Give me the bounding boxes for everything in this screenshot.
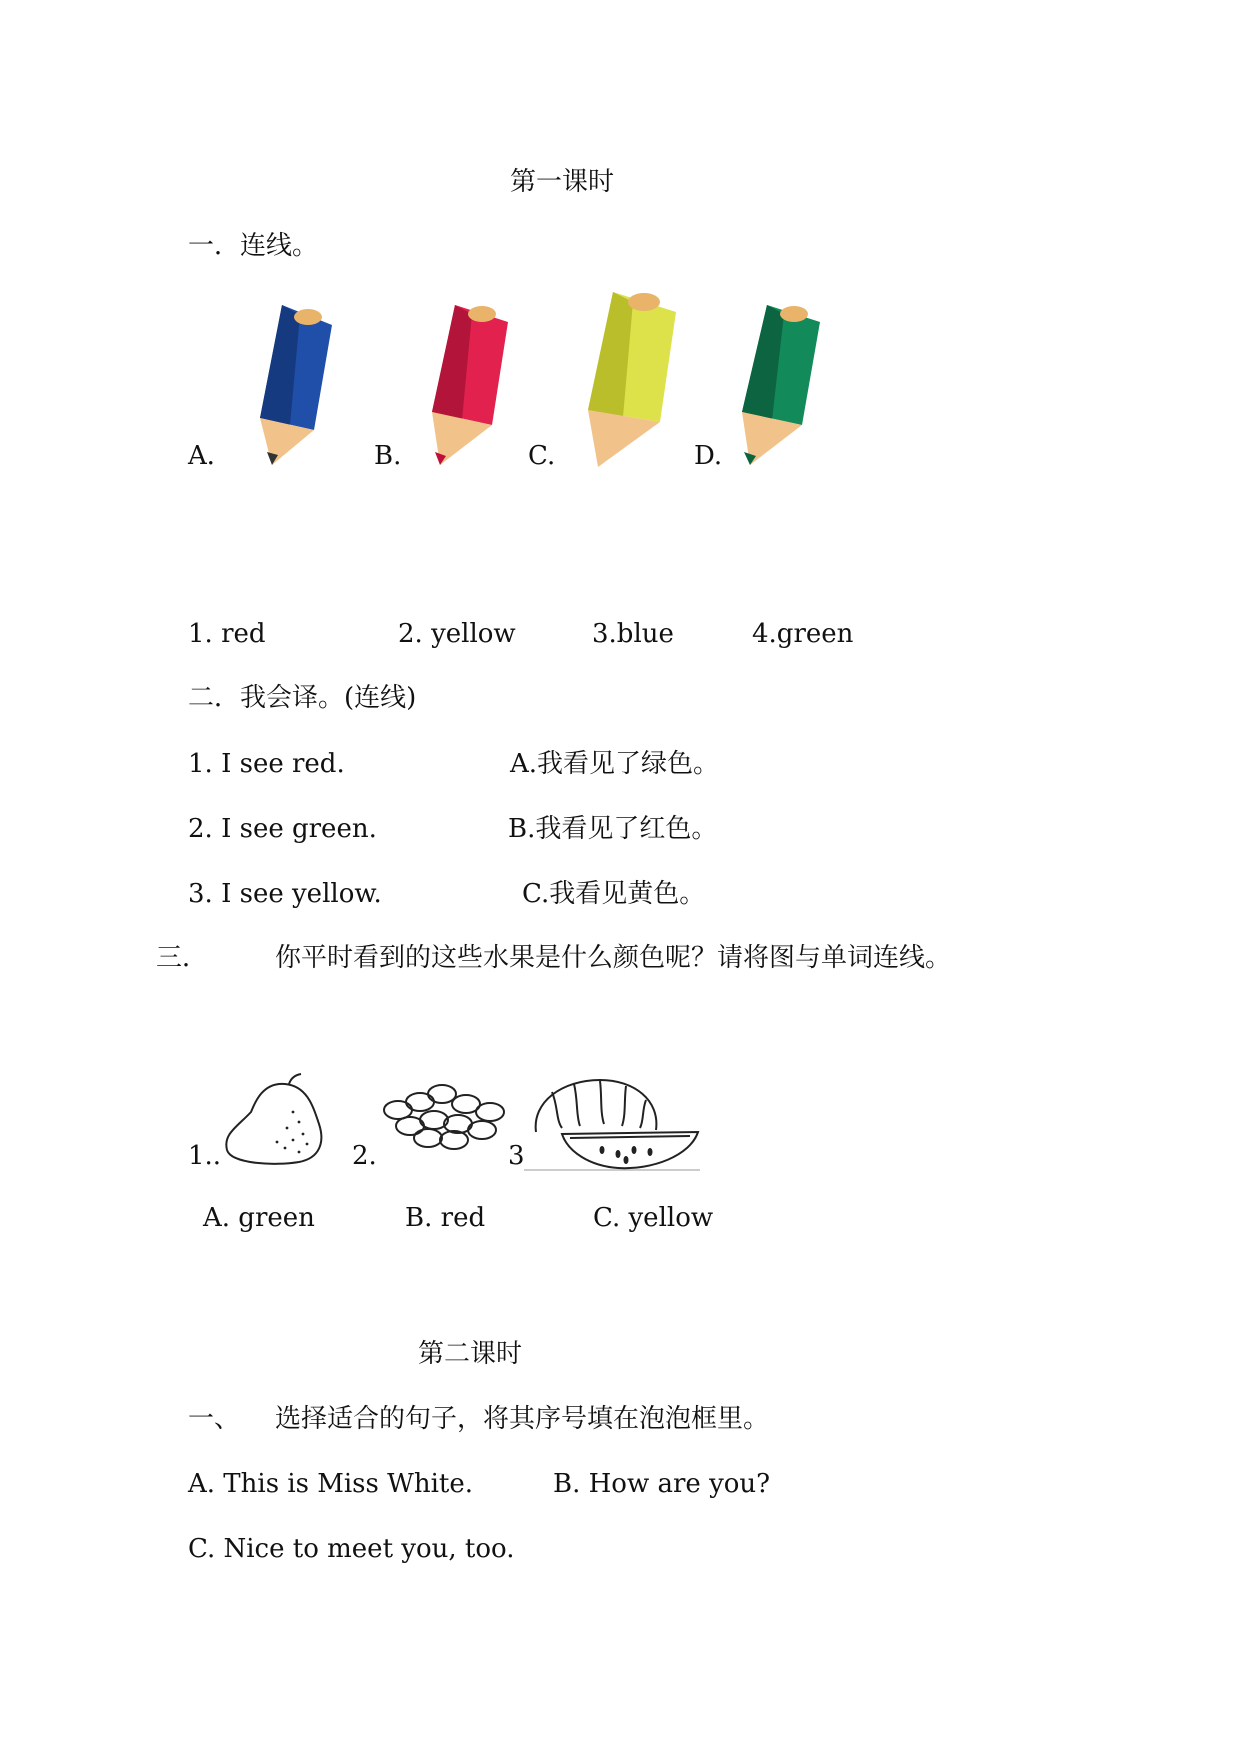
lesson2-title: 第二课时 xyxy=(418,1339,523,1369)
grapes-icon xyxy=(378,1080,513,1150)
green-pencil-icon xyxy=(722,300,827,465)
part2-heading: 二．我会译。(连线) xyxy=(188,683,417,713)
fruit-option-a: A. green xyxy=(203,1203,315,1233)
part2-right-1: A.我看见了绿色。 xyxy=(510,749,720,779)
pencil-label-b: B. xyxy=(374,441,402,471)
lesson2-option-c: C. Nice to meet you, too. xyxy=(188,1534,515,1564)
pencil-label-a: A． xyxy=(188,441,233,471)
part3-number: 三． xyxy=(156,943,209,973)
lesson2-option-b: B. How are you? xyxy=(553,1469,771,1499)
part2-right-2: B.我看见了红色。 xyxy=(508,814,718,844)
fruit-label-1: 1.. xyxy=(188,1141,222,1171)
part1-heading: 一．连线。 xyxy=(188,231,319,261)
fruit-label-2: 2. xyxy=(352,1141,377,1171)
word-4: 4.green xyxy=(752,619,854,649)
lesson1-title: 第一课时 xyxy=(510,167,615,197)
red-pencil-icon xyxy=(410,300,520,465)
lesson2-part1-number: 一、 xyxy=(188,1404,241,1434)
fruit-option-b: B. red xyxy=(405,1203,486,1233)
lesson2-part1-heading: 选择适合的句子，将其序号填在泡泡框里。 xyxy=(275,1404,770,1434)
pear-icon xyxy=(215,1072,355,1167)
lesson2-option-a: A. This is Miss White. xyxy=(188,1469,474,1499)
part2-left-2: 2. I see green. xyxy=(188,814,377,844)
blue-pencil-icon xyxy=(232,300,347,465)
yellow-pencil-icon xyxy=(568,282,683,467)
part3-heading: 你平时看到的这些水果是什么颜色呢？请将图与单词连线。 xyxy=(275,943,952,973)
word-3: 3.blue xyxy=(592,619,674,649)
fruit-label-3: 3 xyxy=(508,1141,525,1171)
word-2: 2. yellow xyxy=(398,619,516,649)
pencil-label-d: D. xyxy=(694,441,723,471)
part2-left-1: 1. I see red. xyxy=(188,749,345,779)
part2-left-3: 3. I see yellow. xyxy=(188,879,382,909)
watermelon-icon xyxy=(522,1072,700,1172)
fruit-option-c: C. yellow xyxy=(593,1203,714,1233)
word-1: 1. red xyxy=(188,619,266,649)
pencil-label-c: C. xyxy=(528,441,556,471)
part2-right-3: C.我看见黄色。 xyxy=(522,879,706,909)
